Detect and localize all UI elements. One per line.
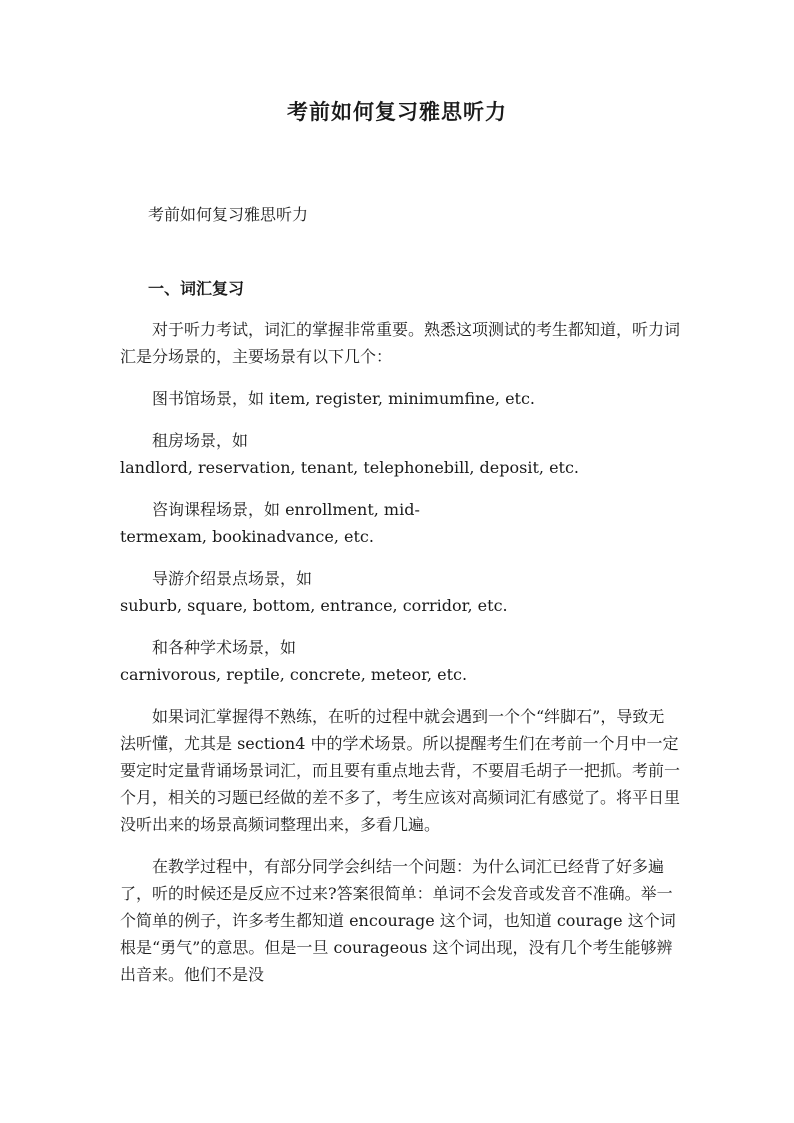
paragraph-course-scene: 咨询课程场景，如 enrollment, mid- termexam, bookinadvance, etc. xyxy=(120,500,420,546)
paragraph-vocabulary-advice: 如果词汇掌握得不熟练，在听的过程中就会遇到一个个“绊脚石”，导致无法听懂，尤其是 section4 中的学术场景。所以提醒考生们在考前一个月中一定要定时定量背诵场景词汇，而且要有重点地去背，不要眉毛胡子一把抓。考前一个月，相关的习题已经做的差不多了，考生应该对高频词汇有感觉了。将平日里没听出来的场景高频词整理出来，多看几遍。 xyxy=(120,707,681,834)
document-subtitle: 考前如何复习雅思听力 xyxy=(148,205,309,224)
paragraph-intro: 对于听力考试，词汇的掌握非常重要。熟悉这项测试的考生都知道，听力词汇是分场景的，主要场景有以下几个： xyxy=(120,320,681,366)
paragraph-tour-scene: 导游介绍景点场景，如 suburb, square, bottom, entrance, corridor, etc. xyxy=(120,569,508,615)
paragraph-renting-scene: 租房场景，如 landlord, reservation, tenant, telephonebill, deposit, etc. xyxy=(120,431,580,477)
paragraph-library-scene: 图书馆场景，如 item, register, minimumfine, etc. xyxy=(152,389,536,408)
document-body xyxy=(120,316,680,1003)
section-heading-vocabulary: 一、词汇复习 xyxy=(148,279,245,298)
paragraph-pronunciation: 在教学过程中，有部分同学会纠结一个问题：为什么词汇已经背了好多遍了，听的时候还是反应不过来?答案很简单：单词不会发音或发音不准确。举一个简单的例子，许多考生都知道 encourage 这个词，也知道 courage 这个词根是“勇气”的意思。但是一旦 courageous 这个词出现，没有几个考生能够辨出音来。他们不是没 xyxy=(120,857,676,984)
document-title: 考前如何复习雅思听力 xyxy=(287,99,507,124)
paragraph-academic-scene: 和各种学术场景，如 carnivorous, reptile, concrete, meteor, etc. xyxy=(120,638,468,684)
